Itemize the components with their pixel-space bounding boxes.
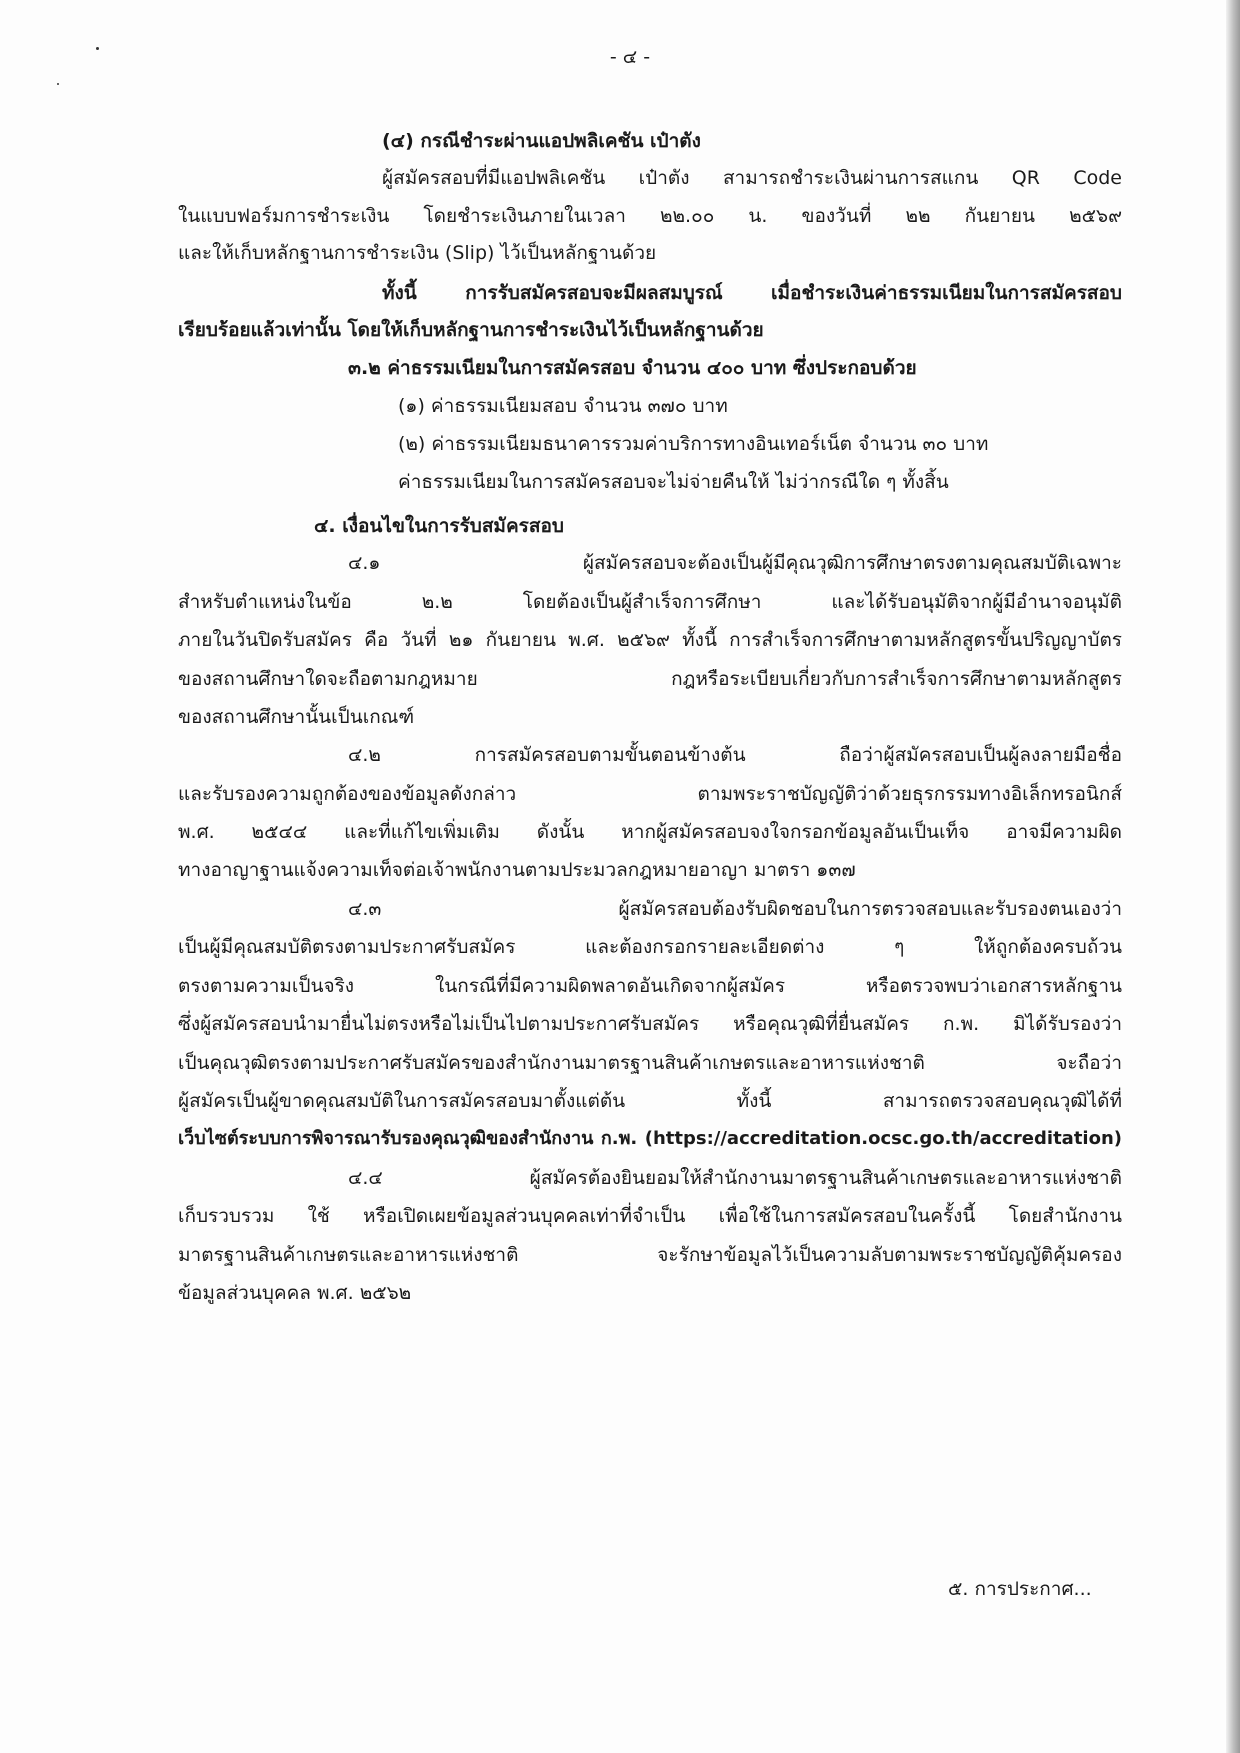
accreditation-website-line: เว็บไซต์ระบบการพิจารณารับรองคุณวุฒิของสำนักงาน ก.พ. (https://accreditation.ocsc.go.th/accreditation) <box>178 1128 1122 1149</box>
paragraph-line: เป็นคุณวุฒิตรงตามประกาศรับสมัครของสำนักงานมาตรฐานสินค้าเกษตรและอาหารแห่งชาติ จะถือว่า <box>178 1052 1122 1074</box>
fee-item: (๑) ค่าธรรมเนียมสอบ จำนวน ๓๗๐ บาท <box>398 395 728 417</box>
paragraph-line: เก็บรวบรวม ใช้ หรือเปิดเผยข้อมูลส่วนบุคคลเท่าที่จำเป็น เพื่อใช้ในการสมัครสอบในครั้งนี้ โดยสำนักงาน <box>178 1205 1122 1227</box>
fee-note: ค่าธรรมเนียมในการสมัครสอบจะไม่จ่ายคืนให้ ไม่ว่ากรณีใด ๆ ทั้งสิ้น <box>398 471 949 493</box>
paragraph-line: ๔.๒ การสมัครสอบตามขั้นตอนข้างต้น ถือว่าผู้สมัครสอบเป็นผู้ลงลายมือชื่อ <box>348 744 1122 766</box>
scan-speck <box>96 47 99 50</box>
section-heading: (๔) กรณีชำระผ่านแอปพลิเคชัน เป๋าตัง <box>382 130 701 152</box>
paragraph-line: ตรงตามความเป็นจริง ในกรณีที่มีความผิดพลาดอันเกิดจากผู้สมัคร หรือตรวจพบว่าเอกสารหลักฐาน <box>178 975 1122 997</box>
paragraph-line: ผู้สมัครเป็นผู้ขาดคุณสมบัติในการสมัครสอบมาตั้งแต่ต้น ทั้งนี้ สามารถตรวจสอบคุณวุฒิได้ที่ <box>178 1090 1122 1112</box>
fee-item: (๒) ค่าธรรมเนียมธนาคารรวมค่าบริการทางอินเทอร์เน็ต จำนวน ๓๐ บาท <box>398 433 989 455</box>
paragraph-line: ผู้สมัครสอบที่มีแอปพลิเคชัน เป๋าตัง สามารถชำระเงินผ่านการสแกน QR Code <box>382 167 1122 189</box>
note-line: เรียบร้อยแล้วเท่านั้น โดยให้เก็บหลักฐานการชำระเงินไว้เป็นหลักฐานด้วย <box>178 319 764 341</box>
paragraph-line: และรับรองความถูกต้องของข้อมูลดังกล่าว ตามพระราชบัญญัติว่าด้วยธุรกรรมทางอิเล็กทรอนิกส์ <box>178 783 1122 805</box>
paragraph-line: ในแบบฟอร์มการชำระเงิน โดยชำระเงินภายในเวลา ๒๒.๐๐ น. ของวันที่ ๒๒ กันยายน ๒๕๖๙ <box>178 205 1122 227</box>
paragraph-line: ภายในวันปิดรับสมัคร คือ วันที่ ๒๑ กันยายน พ.ศ. ๒๕๖๙ ทั้งนี้ การสำเร็จการศึกษาตามหลักสูตรขั้นปริญญาบัตร <box>178 629 1122 651</box>
section-heading: ๔. เงื่อนไขในการรับสมัครสอบ <box>314 515 564 537</box>
scan-speck <box>57 83 59 85</box>
paragraph-line: ๔.๔ ผู้สมัครต้องยินยอมให้สำนักงานมาตรฐานสินค้าเกษตรและอาหารแห่งชาติ <box>348 1167 1122 1189</box>
note-line: ทั้งนี้ การรับสมัครสอบจะมีผลสมบูรณ์ เมื่อชำระเงินค่าธรรมเนียมในการสมัครสอบ <box>382 282 1122 304</box>
paragraph-line: พ.ศ. ๒๕๔๔ และที่แก้ไขเพิ่มเติม ดังนั้น หากผู้สมัครสอบจงใจกรอกข้อมูลอันเป็นเท็จ อาจมีความผิด <box>178 821 1122 843</box>
section-heading: ๓.๒ ค่าธรรมเนียมในการสมัครสอบ จำนวน ๔๐๐ บาท ซึ่งประกอบด้วย <box>348 357 917 379</box>
paragraph-line: ๔.๑ ผู้สมัครสอบจะต้องเป็นผู้มีคุณวุฒิการศึกษาตรงตามคุณสมบัติเฉพาะ <box>348 552 1122 574</box>
paragraph-line: ซึ่งผู้สมัครสอบนำมายื่นไม่ตรงหรือไม่เป็นไปตามประกาศรับสมัคร หรือคุณวุฒิที่ยื่นสมัคร ก.พ. มิได้รับรองว่า <box>178 1013 1122 1035</box>
paragraph-line: มาตรฐานสินค้าเกษตรและอาหารแห่งชาติ จะรักษาข้อมูลไว้เป็นความลับตามพระราชบัญญัติคุ้มครอง <box>178 1244 1122 1266</box>
paragraph-line: ของสถานศึกษานั้นเป็นเกณฑ์ <box>178 706 415 728</box>
page-number: - ๔ - <box>609 46 651 68</box>
paragraph-line: และให้เก็บหลักฐานการชำระเงิน (Slip) ไว้เป็นหลักฐานด้วย <box>178 242 657 264</box>
paragraph-line: เป็นผู้มีคุณสมบัติตรงตามประกาศรับสมัคร และต้องกรอกรายละเอียดต่าง ๆ ให้ถูกต้องครบถ้วน <box>178 936 1122 958</box>
paragraph-line: ๔.๓ ผู้สมัครสอบต้องรับผิดชอบในการตรวจสอบและรับรองตนเองว่า <box>348 898 1122 920</box>
scan-edge-shadow <box>1226 0 1240 1753</box>
continuation-text: ๕. การประกาศ... <box>948 1578 1092 1600</box>
paragraph-line: ทางอาญาฐานแจ้งความเท็จต่อเจ้าพนักงานตามประมวลกฎหมายอาญา มาตรา ๑๓๗ <box>178 859 856 881</box>
paragraph-line: ข้อมูลส่วนบุคคล พ.ศ. ๒๕๖๒ <box>178 1282 412 1304</box>
paragraph-line: ของสถานศึกษาใดจะถือตามกฎหมาย กฎหรือระเบียบเกี่ยวกับการสำเร็จการศึกษาตามหลักสูตร <box>178 668 1122 690</box>
paragraph-line: สำหรับตำแหน่งในข้อ ๒.๒ โดยต้องเป็นผู้สำเร็จการศึกษา และได้รับอนุมัติจากผู้มีอำนาจอนุมัติ <box>178 591 1122 613</box>
